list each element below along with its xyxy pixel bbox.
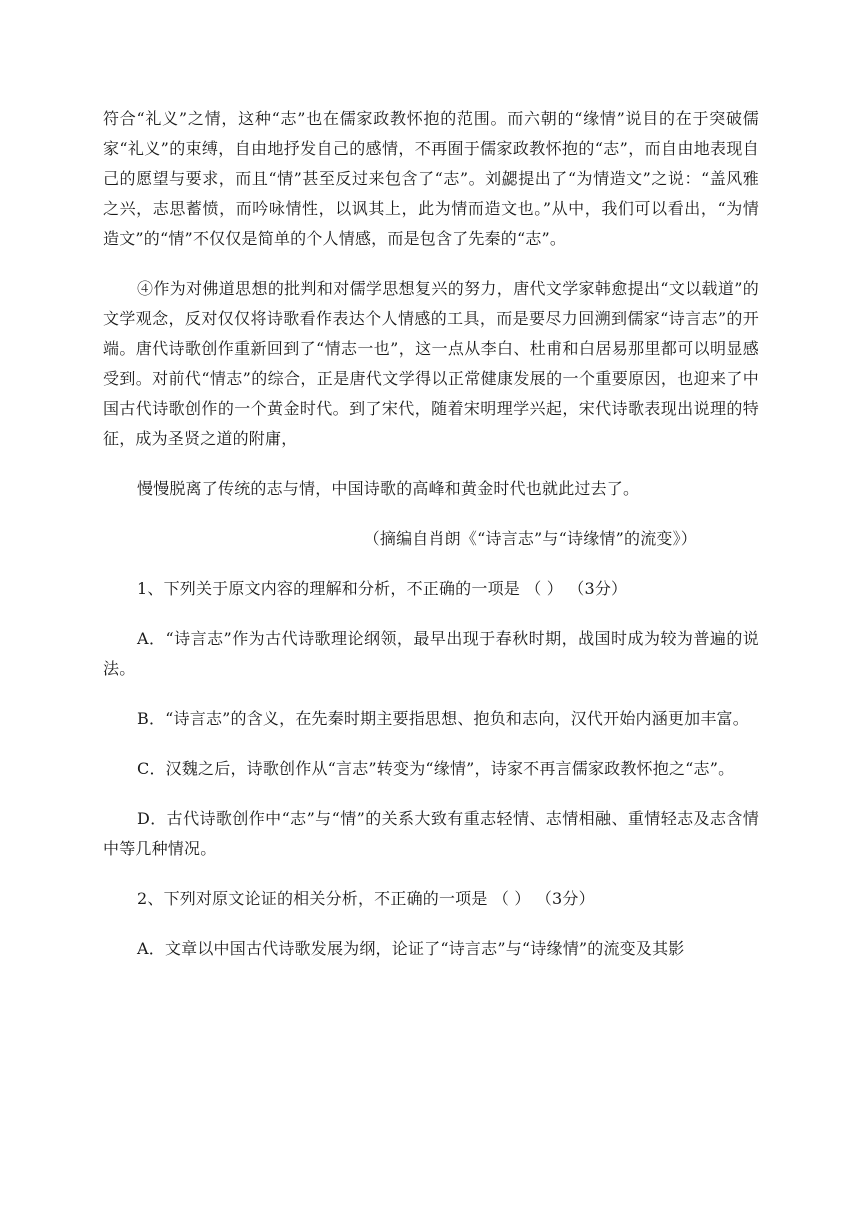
document-page <box>103 104 759 964</box>
answer-option: A．“诗言志”作为古代诗歌理论纲领，最早出现于春秋时期，战国时成为较为普遍的说法。 <box>103 629 759 678</box>
passage-paragraph: 符合“礼义”之情，这种“志”也在儒家政教怀抱的范围。而六朝的“缘情”说目的在于突破儒家“礼义”的束缚，自由地抒发自己的感情，不再囿于儒家政教怀抱的“志”，而自由地表现自己的愿望与要求，而且“情”甚至反过来包含了“志”。刘勰提出了“为情造文”之说：“盖风雅之兴，志思蓄愤，而吟咏情性，以讽其上，此为情而造文也。”从中，我们可以看出，“为情造文”的“情”不仅仅是简单的个人情感，而是包含了先秦的“志”。 <box>103 109 759 248</box>
passage-paragraph: 慢慢脱离了传统的志与情，中国诗歌的高峰和黄金时代也就此过去了。 <box>137 479 640 498</box>
source-citation: （摘编自肖朗《“诗言志”与“诗缘情”的流变》） <box>363 529 697 548</box>
question-stem: 2、下列对原文论证的相关分析，不正确的一项是 （ ） （3分） <box>137 889 595 908</box>
question-stem: 1、下列关于原文内容的理解和分析，不正确的一项是 （ ） （3分） <box>137 579 628 598</box>
answer-option: C．汉魏之后，诗歌创作从“言志”转变为“缘情”，诗家不再言儒家政教怀抱之“志”。 <box>137 759 735 778</box>
answer-option: B．“诗言志”的含义，在先秦时期主要指思想、抱负和志向，汉代开始内涵更加丰富。 <box>137 709 749 728</box>
answer-option: A．文章以中国古代诗歌发展为纲，论证了“诗言志”与“诗缘情”的流变及其影 <box>137 939 685 958</box>
answer-option: D．古代诗歌创作中“志”与“情”的关系大致有重志轻情、志情相融、重情轻志及志含情中等几种情况。 <box>103 809 759 858</box>
passage-paragraph: ④作为对佛道思想的批判和对儒学思想复兴的努力，唐代文学家韩愈提出“文以载道”的文学观念，反对仅仅将诗歌看作表达个人情感的工具，而是要尽力回溯到儒家“诗言志”的开端。唐代诗歌创作重新回到了“情志一也”，这一点从李白、杜甫和白居易那里都可以明显感受到。对前代“情志”的综合，正是唐代文学得以正常健康发展的一个重要原因，也迎来了中国古代诗歌创作的一个黄金时代。到了宋代，随着宋明理学兴起，宋代诗歌表现出说理的特征，成为圣贤之道的附庸， <box>103 279 759 448</box>
